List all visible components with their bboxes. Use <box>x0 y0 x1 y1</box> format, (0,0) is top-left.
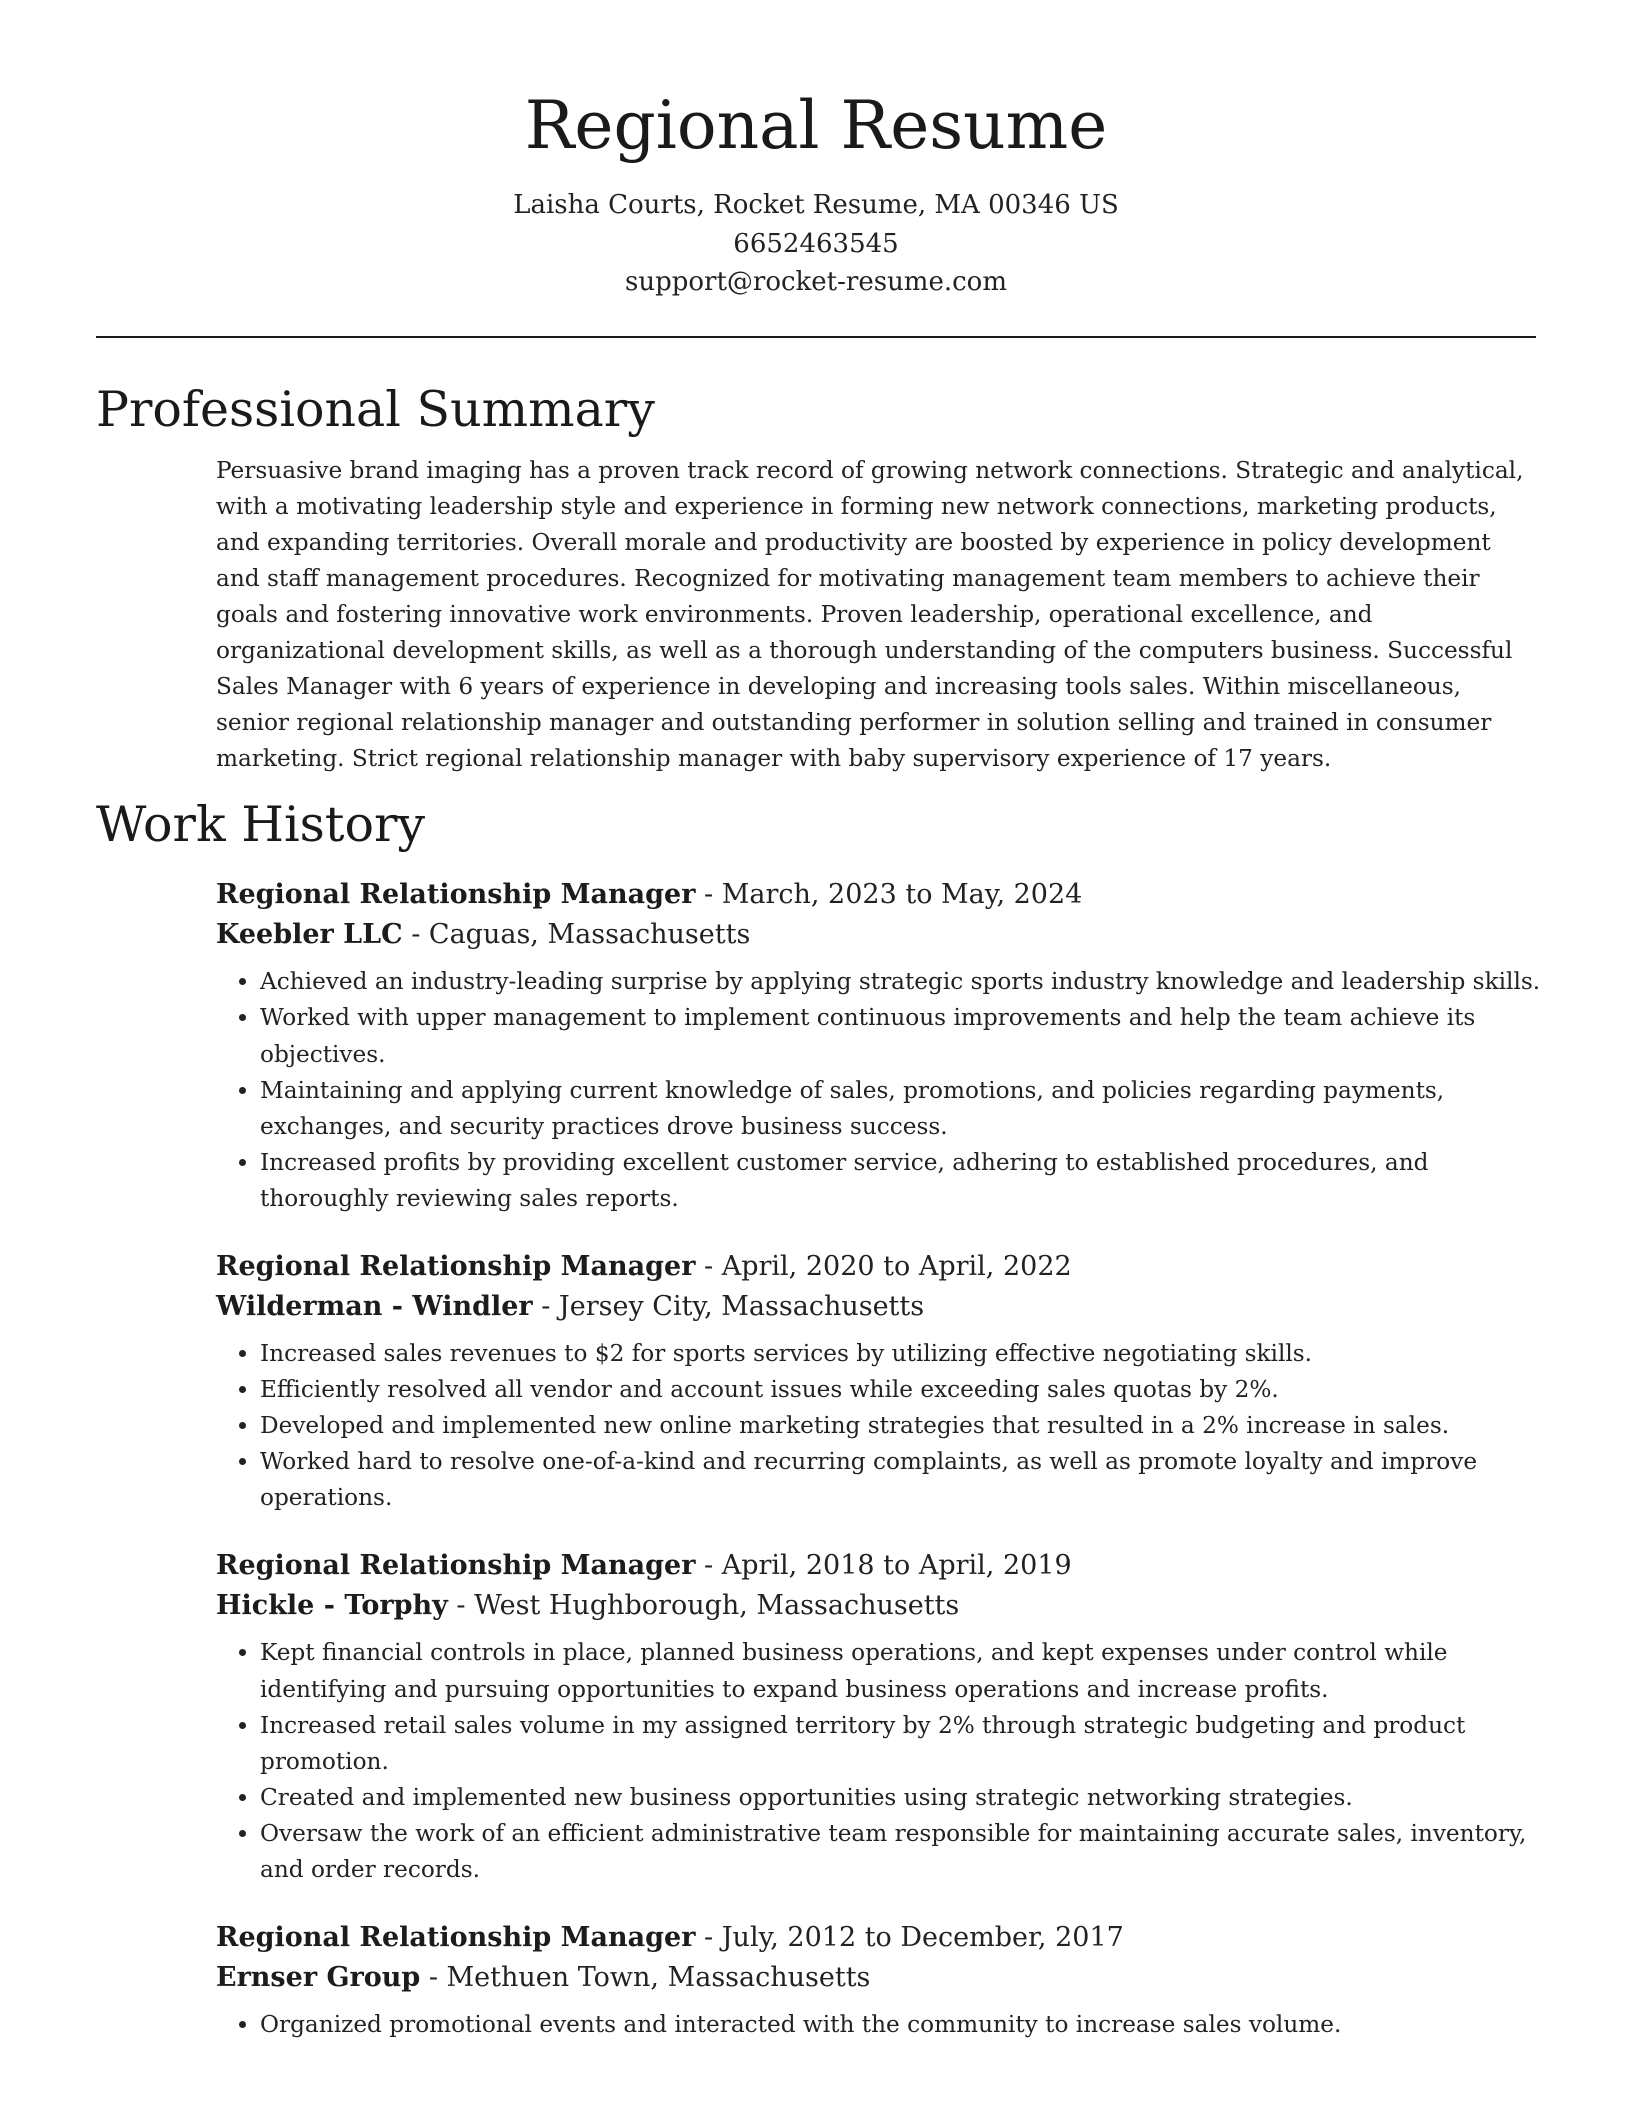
job-location: - Caguas, Massachusetts <box>402 918 751 950</box>
resume-title: Regional Resume <box>524 87 1108 164</box>
job-company-line <box>216 1958 1546 1998</box>
job-role: Regional Relationship Manager <box>216 879 696 911</box>
job-bullet: • Achieved an industry-leading surprise by applying strategic sports industry knowledge and leadership skills. <box>260 964 1546 1000</box>
job-bullet: • Worked with upper management to implement continuous improvements and help the team achieve its objectives. <box>260 1000 1546 1072</box>
job-company: Keebler LLC <box>216 918 403 950</box>
job-entry <box>216 1918 1546 2043</box>
job-title-line <box>216 1546 1546 1586</box>
job-title-line <box>216 1918 1546 1958</box>
contact-block <box>0 186 1632 302</box>
job-company-line <box>216 1287 1546 1327</box>
job-entry <box>216 875 1546 1217</box>
job-bullet: • Created and implemented new business opportunities using strategic networking strategies. <box>260 1780 1546 1816</box>
job-dates: - April, 2018 to April, 2019 <box>695 1550 1072 1582</box>
job-bullets <box>216 2007 1546 2043</box>
job-bullet: • Efficiently resolved all vendor and account issues while exceeding sales quotas by 2%. <box>260 1372 1546 1408</box>
job-dates: - July, 2012 to December, 2017 <box>695 1922 1124 1954</box>
job-bullet: • Maintaining and applying current knowledge of sales, promotions, and policies regarding payments, exchanges, and security practices drove business success. <box>260 1073 1546 1145</box>
job-role: Regional Relationship Manager <box>216 1251 696 1282</box>
job-bullets <box>216 964 1546 1217</box>
job-location: - West Hughborough, Massachusetts <box>447 1589 960 1621</box>
job-company-line <box>216 1586 1546 1626</box>
job-entry <box>216 1546 1546 1888</box>
job-company: Wilderman - Windler <box>216 1290 533 1322</box>
section-title-work-history: Work History <box>96 796 426 854</box>
job-bullet: • Organized promotional events and interacted with the community to increase sales volume. <box>260 2007 1546 2043</box>
job-company-line <box>216 915 1546 955</box>
job-title-line <box>216 1247 1546 1287</box>
contact-address: Laisha Courts, Rocket Resume, MA 00346 US <box>513 190 1119 220</box>
summary-text: Persuasive brand imaging has a proven track record of growing network connections. Strategic and analytical, with a motivating leadership style and experience in forming new network connections, marketing products, and expanding territories. Overall morale and productivity are boosted by experience in policy development and staff management procedures. Recognized for motivating management team members to achieve their goals and fostering innovative work environments. Proven leadership, operational excellence, and organizational development skills, as well as a thorough understanding of the computers business. Successful Sales Manager with 6 years of experience in developing and increasing tools sales. Within miscellaneous, senior regional relationship manager and outstanding performer in solution selling and trained in consumer marketing. Strict regional relationship manager with baby supervisory experience of 17 years. <box>216 456 1524 773</box>
job-company: Hickle - Torphy <box>216 1589 448 1621</box>
contact-phone: 6652463545 <box>733 228 899 259</box>
job-bullet: • Increased retail sales volume in my assigned territory by 2% through strategic budgeting and product promotion. <box>260 1708 1546 1780</box>
contact-email: support@rocket-resume.com <box>624 267 1007 297</box>
job-bullet: • Kept financial controls in place, planned business operations, and kept expenses under control while identifying and pursuing opportunities to expand business operations and increase profits. <box>260 1635 1546 1707</box>
job-title-line <box>216 875 1546 915</box>
job-role: Regional Relationship Manager <box>216 1922 696 1954</box>
job-location: - Methuen Town, Massachusetts <box>420 1961 871 1993</box>
job-bullet: • Increased profits by providing excellent customer service, adhering to established procedures, and thoroughly reviewing sales reports. <box>260 1145 1546 1217</box>
job-bullets <box>216 1635 1546 1888</box>
job-bullets <box>216 1336 1546 1516</box>
section-title-summary: Professional Summary <box>96 380 655 438</box>
job-bullet: • Worked hard to resolve one-of-a-kind and recurring complaints, as well as promote loyalty and improve operations. <box>260 1444 1546 1516</box>
job-bullet: • Developed and implemented new online marketing strategies that resulted in a 2% increase in sales. <box>260 1408 1546 1444</box>
job-role: Regional Relationship Manager <box>216 1550 696 1582</box>
resume-header <box>0 0 1632 302</box>
job-bullet: • Increased sales revenues to $2 for sports services by utilizing effective negotiating skills. <box>260 1336 1546 1372</box>
job-location: - Jersey City, Massachusetts <box>532 1290 925 1322</box>
job-entry <box>216 1247 1546 1516</box>
job-dates: - March, 2023 to May, 2024 <box>695 879 1083 911</box>
header-divider <box>96 336 1536 338</box>
job-bullet: • Oversaw the work of an efficient administrative team responsible for maintaining accurate sales, inventory, and order records. <box>260 1816 1546 1888</box>
job-company: Ernser Group <box>216 1961 421 1993</box>
job-dates: - April, 2020 to April, 2022 <box>695 1251 1072 1282</box>
